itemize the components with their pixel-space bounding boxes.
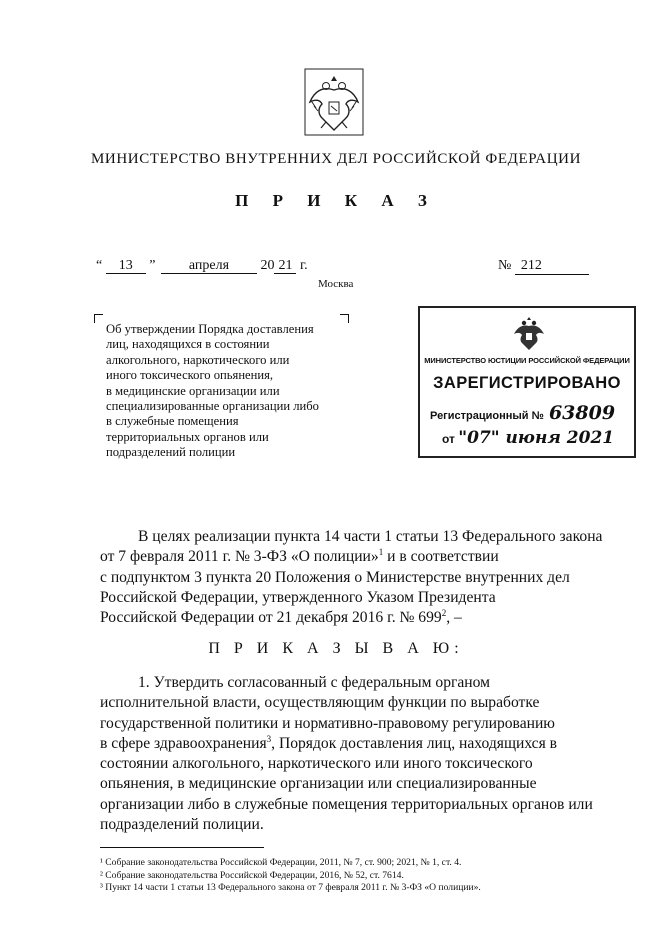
footnotes [100,857,612,895]
subject-line: в медицинские организации или [106,383,280,398]
stamp-registration-number [430,402,615,424]
date-day: 13 [106,258,146,274]
date-year-suffix: 21 [274,258,296,274]
stamp-date-prefix: от [442,432,455,446]
paragraph-line: государственной политики и нормативно-правовому регулированию [100,714,555,732]
subject-line: Об утверждении Порядка доставления [106,322,314,336]
footnote-item: ² Собрание законодательства Российской Федерации, 2016, № 52, ст. 7614. [100,869,404,881]
document-type-title: П Р И К А З [235,191,437,210]
number-sign: № [498,258,512,273]
subject-line: специализированные организации либо [106,399,319,414]
footnote-divider [100,847,264,848]
footnote-ref[interactable]: 3 [266,733,272,744]
order-subject [106,322,338,461]
date-year-unit: г. [299,258,308,273]
stamp-reg-label: Регистрационный № [430,410,544,422]
date-open-quote: “ [96,258,103,273]
stamp-reg-number: 63809 [548,402,616,424]
stamp-ministry: МИНИСТЕРСТВО ЮСТИЦИИ РОССИЙСКОЙ ФЕДЕРАЦИИ [424,356,630,365]
paragraph-line: от 7 февраля 2011 г. № 3-ФЗ «О полиции»$^1$ и в соответствии [100,547,499,566]
registration-stamp [418,306,636,458]
order-number [498,258,589,275]
subject-bracket-right [340,314,349,323]
paragraph-line: подразделений полиции. [100,816,264,834]
paragraph-line: В целях реализации пункта 14 части 1 статьи 13 Федерального закона [138,528,603,545]
ordering-heading: П Р И К А З Ы В А Ю: [208,640,464,657]
russian-coat-of-arms-icon [512,314,546,352]
stamp-date-handwritten: "07" июня 2021 [458,428,615,448]
order-date [96,258,308,274]
paragraph-line: исполнительной власти, осуществляющим функции по выработке [100,694,540,712]
paragraph-line: Российской Федерации от 21 декабря 2016 г. № $699^2$, – [100,608,462,627]
subject-line: алкогольного, наркотического или [106,352,290,367]
paragraph-line: опьянения, в медицинские организации или специализированные [100,775,537,793]
stamp-registration-date [442,428,614,448]
date-year-prefix: 20 [260,258,275,273]
russian-coat-of-arms-icon [304,68,364,136]
paragraph-line: в сфере здравоохранения$^3$, Порядок доставления лиц, находящихся в [100,733,558,752]
paragraph-line: с подпунктом 3 пункта 20 Положения о Министерстве внутренних дел [100,568,570,586]
city: Москва [318,278,354,290]
subject-line: в служебные помещения [106,414,239,429]
preamble-paragraph [100,527,612,628]
footnote-ref[interactable]: 2 [441,608,447,618]
paragraph-line: Российской Федерации, утвержденного Указом Президента [100,588,496,606]
subject-line: территориальных органов или [106,429,269,444]
footnote-item: ¹ Собрание законодательства Российской Федерации, 2011, № 7, ст. 900; 2021, № 1, ст. 4. [100,857,462,868]
paragraph-line: состоянии алкогольного, наркотического или иного токсического [100,755,533,773]
date-close-quote: ” [149,258,156,273]
subject-bracket-left [94,314,103,323]
paragraph-line: 1. Утвердить согласованный с федеральным органом [138,674,491,691]
stamp-status: ЗАРЕГИСТРИРОВАНО [433,374,621,392]
ministry-header: МИНИСТЕРСТВО ВНУТРЕННИХ ДЕЛ РОССИЙСКОЙ ФЕДЕРАЦИИ [91,151,581,167]
subject-line: подразделений полиции [106,445,236,460]
number-value: 212 [515,258,589,275]
subject-line: иного токсического опьянения, [106,368,274,383]
date-month: апреля [161,258,257,274]
footnote-item: ³ Пункт 14 части 1 статьи 13 Федерального закона от 7 февраля 2011 г. № 3-ФЗ «О полиции». [100,882,481,894]
paragraph-line: организации либо в служебные помещения территориальных органов или [100,795,593,813]
order-item-1 [100,673,612,835]
subject-line: лиц, находящихся в состоянии [106,337,270,352]
footnote-ref[interactable]: 1 [378,547,384,558]
